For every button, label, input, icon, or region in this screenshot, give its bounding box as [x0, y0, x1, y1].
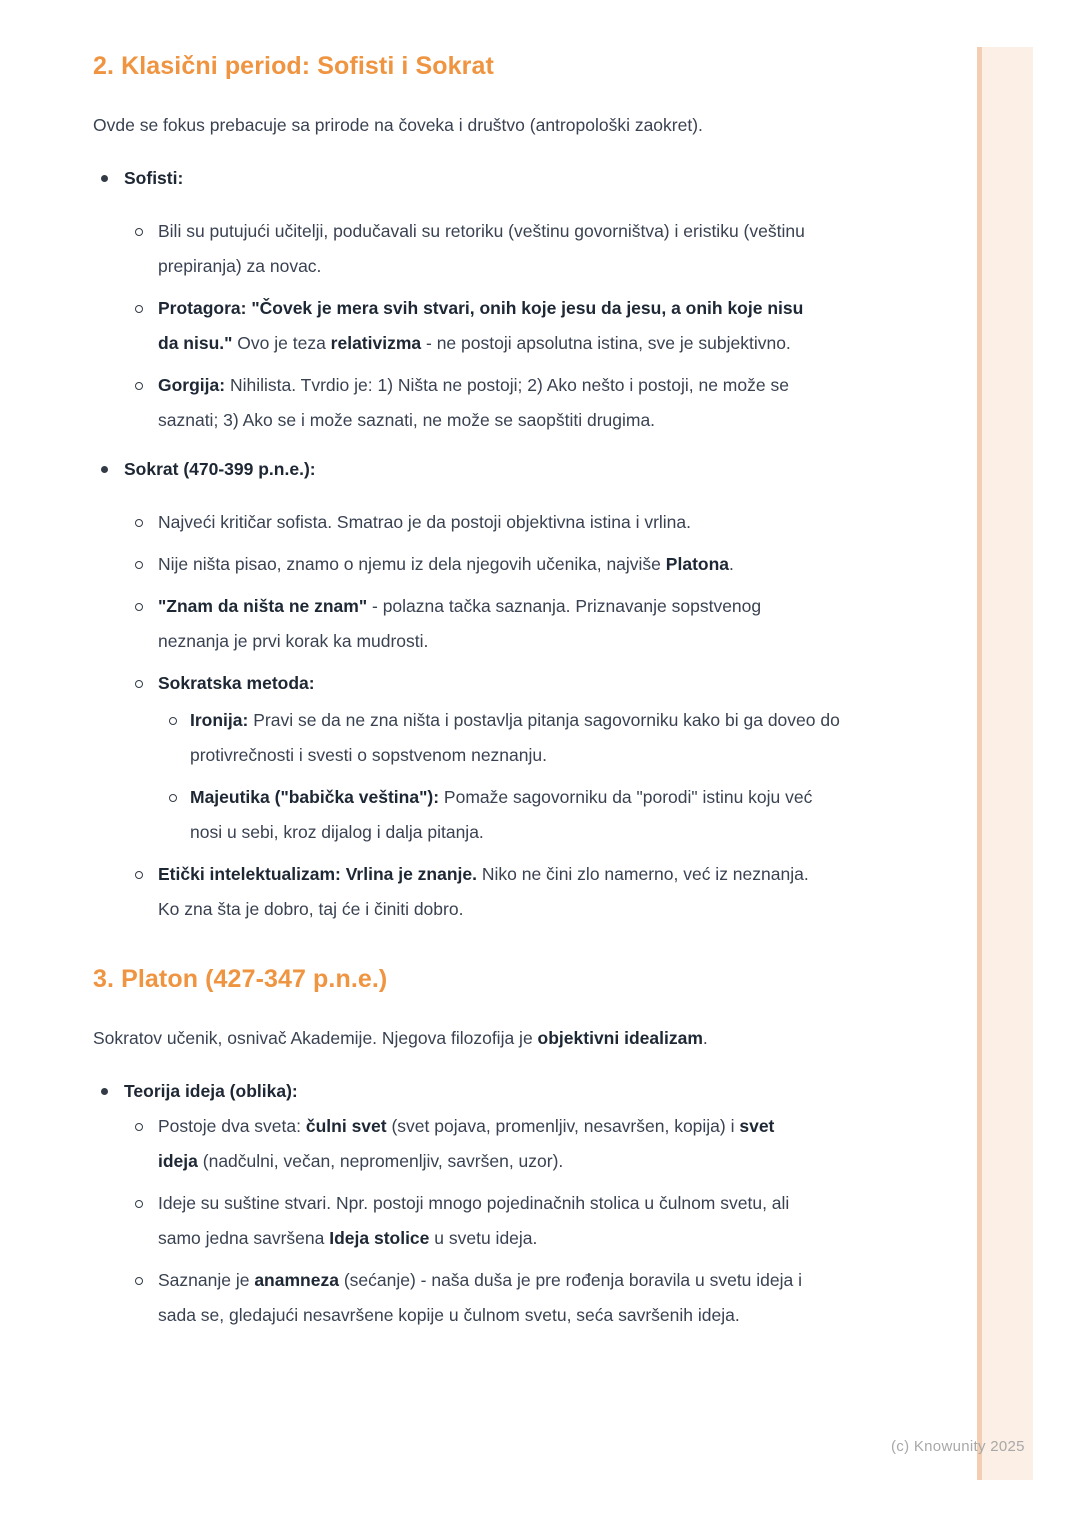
list-item: [135, 1263, 853, 1333]
circle-bullet-icon: [135, 871, 143, 879]
circle-bullet-icon: [135, 1123, 143, 1131]
list-item: [135, 214, 853, 284]
text-run: Bili su putujući učitelji, podučavali su retoriku (veštinu govorništva) i eristiku (veštinu prepiranja) za novac.: [158, 221, 805, 276]
bold-text-run: Majeutika ("babička veština"):: [190, 787, 440, 807]
bold-text-run: Gorgija:: [158, 375, 226, 395]
list-item-text: [158, 589, 818, 659]
list-item: [93, 1074, 853, 1333]
bold-text-run: relativizma: [330, 333, 422, 353]
text-run: Najveći kritičar sofista. Smatrao je da postoji objektivna istina i vrlina.: [158, 512, 691, 532]
section-klasicni-period: [93, 50, 853, 927]
text-run: Sokratov učenik, osnivač Akademije. Njegova filozofija je: [93, 1028, 538, 1048]
bullet-list-level-3: [135, 703, 853, 850]
disc-bullet-icon: [101, 175, 108, 182]
circle-bullet-icon: [135, 1200, 143, 1208]
text-run: Postoje dva sveta:: [158, 1116, 306, 1136]
bold-text-run: Sokrat (470-399 p.n.e.):: [124, 459, 316, 479]
text-run: Nije ništa pisao, znamo o njemu iz dela njegovih učenika, najviše: [158, 554, 666, 574]
bold-text-run: objektivni idealizam: [537, 1028, 703, 1048]
circle-bullet-icon: [135, 382, 143, 390]
list-item: [135, 857, 853, 927]
bold-text-run: čulni svet: [305, 1116, 387, 1136]
list-item: [135, 291, 853, 361]
list-item: [169, 780, 853, 850]
disc-bullet-icon: [101, 1088, 108, 1095]
section-platon: [93, 963, 853, 1333]
text-run: Ovo je teza: [232, 333, 331, 353]
circle-bullet-icon: [135, 680, 143, 688]
bullet-list-level-1: [93, 161, 853, 927]
text-run: Pomaže sagovorniku da "porodi" istinu koju već nosi u sebi, kroz dijalog i dalja pitanja.: [190, 787, 813, 842]
list-item-text: [190, 703, 840, 773]
bold-text-run: Sofisti:: [124, 168, 184, 188]
bullet-list-level-1: [93, 1074, 853, 1333]
list-item-text: [158, 1186, 818, 1256]
text-run: - polazna tačka saznanja. Priznavanje sopstvenog neznanja je prvi korak ka mudrosti.: [158, 596, 762, 651]
section-heading: 2. Klasični period: Sofisti i Sokrat: [93, 52, 494, 80]
bullet-list-level-2: [93, 214, 853, 438]
list-item: [93, 161, 853, 438]
list-item-text: [158, 1109, 818, 1179]
list-item-text: [158, 547, 818, 582]
list-item: [135, 666, 853, 850]
text-run: .: [729, 554, 734, 574]
bold-text-run: Protagora: "Čovek je mera svih stvari, onih koje jesu da jesu, a onih koje nisu da nisu.": [158, 298, 804, 353]
bullet-list-level-2: [93, 1109, 853, 1333]
bold-text-run: Platona: [665, 554, 730, 574]
text-run: Niko ne čini zlo namerno, već iz neznanja. Ko zna šta je dobro, taj će i činiti dobro.: [158, 864, 809, 919]
list-item: [135, 1109, 853, 1179]
section-intro: [93, 1021, 838, 1056]
notes-content: [93, 0, 853, 1333]
bold-text-run: Sokratska metoda:: [158, 673, 315, 693]
list-item: [135, 1186, 853, 1256]
bold-text-run: Etički intelektualizam: Vrlina je znanje.: [158, 864, 477, 884]
list-item-text: [158, 1263, 818, 1333]
list-item: [93, 452, 853, 927]
text-run: - ne postoji apsolutna istina, sve je subjektivno.: [421, 333, 791, 353]
list-item-text: [124, 452, 848, 487]
text-run: (nadčulni, večan, nepromenljiv, savršen, uzor).: [197, 1151, 564, 1171]
list-item: [135, 368, 853, 438]
disc-bullet-icon: [101, 466, 108, 473]
list-item: [135, 505, 853, 540]
bold-text-run: Ironija:: [190, 710, 249, 730]
bold-text-run: Ideja stolice: [329, 1228, 430, 1248]
list-item-text: [158, 505, 818, 540]
list-item-text: [158, 666, 818, 701]
circle-bullet-icon: [135, 519, 143, 527]
copyright-watermark: (c) Knowunity 2025: [891, 1438, 1025, 1455]
text-run: Ideje su suštine stvari. Npr. postoji mnogo pojedinačnih stolica u čulnom svetu, ali samo jedna savršena: [158, 1193, 790, 1248]
circle-bullet-icon: [135, 1277, 143, 1285]
text-run: .: [702, 1028, 708, 1048]
text-run: (svet pojava, promenljiv, nesavršen, kopija) i: [386, 1116, 740, 1136]
text-run: u svetu ideja.: [429, 1228, 538, 1248]
list-item-text: [158, 368, 818, 438]
text-run: Pravi se da ne zna ništa i postavlja pitanja sagovorniku kako bi ga doveo do protivrečnosti i svesti o sopstvenom neznanju.: [190, 710, 840, 765]
circle-bullet-icon: [135, 603, 143, 611]
bold-text-run: Teorija ideja (oblika):: [124, 1081, 298, 1101]
text-run: Nihilista. Tvrdio je: 1) Ništa ne postoji; 2) Ako nešto i postoji, ne može se saznati; 3) Ako se i može saznati, ne može se saopštiti drugima.: [158, 375, 789, 430]
bullet-list-level-2: [93, 505, 853, 927]
section-intro: [93, 108, 838, 143]
bold-text-run: svet ideja: [158, 1116, 775, 1171]
text-run: Saznanje je: [158, 1270, 255, 1290]
list-item-text: [158, 857, 818, 927]
bold-text-run: anamneza: [254, 1270, 339, 1290]
list-item: [169, 703, 853, 773]
list-item-text: [158, 291, 818, 361]
list-item-text: [124, 161, 848, 196]
list-item: [135, 589, 853, 659]
circle-bullet-icon: [135, 305, 143, 313]
circle-bullet-icon: [169, 794, 177, 802]
text-run: Ovde se fokus prebacuje sa prirode na čoveka i društvo (antropološki zaokret).: [93, 115, 703, 135]
list-item-text: [158, 214, 818, 284]
list-item: [135, 547, 853, 582]
text-run: (sećanje) - naša duša je pre rođenja boravila u svetu ideja i sada se, gledajući nesavršene kopije u čulnom svetu, seća savršenih ideja.: [158, 1270, 802, 1325]
circle-bullet-icon: [169, 717, 177, 725]
circle-bullet-icon: [135, 561, 143, 569]
list-item-text: [124, 1074, 848, 1109]
section-heading: 3. Platon (427-347 p.n.e.): [93, 965, 388, 993]
circle-bullet-icon: [135, 228, 143, 236]
accent-stripe: [977, 47, 1033, 1480]
list-item-text: [190, 780, 840, 850]
bold-text-run: "Znam da ništa ne znam": [158, 596, 368, 616]
